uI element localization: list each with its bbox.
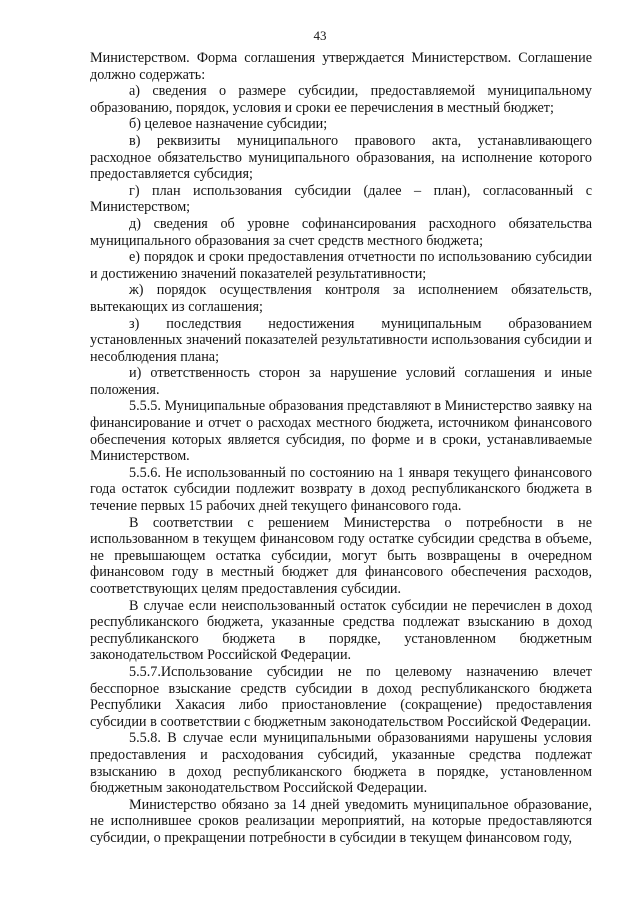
paragraph-ministry-decision: В соответствии с решением Министерства о потребности в не использованном в текущем финансовом году остатке субсидии средства в объеме, не превышающем остатка субсидии, могут быть возвращены в очередном финансовом году в местный бюджет для финансового обеспечения расходов, соответствующих целям предоставления субсидии. bbox=[90, 514, 592, 597]
paragraph-5-5-5: 5.5.5. Муниципальные образования представляют в Министерство заявку на финансирование и отчет о расходах местного бюджета, источником финансового обеспечения которых является субсидия, по форме и в сроки, устанавливаемые Министерством. bbox=[90, 398, 592, 465]
paragraph-item-d: д) сведения об уровне софинансирования расходного обязательства муниципального образования за счет средств местного бюджета; bbox=[90, 215, 592, 249]
paragraph-unused-balance: В случае если неиспользованный остаток субсидии не перечислен в доход республиканского бюджета, указанные средства подлежат взысканию в доход республиканского бюджета в порядке, установленном бюджетным законодательством Российской Федерации. bbox=[90, 597, 592, 664]
page-number: 43 bbox=[313, 28, 327, 43]
paragraph-item-b: б) целевое назначение субсидии; bbox=[129, 116, 328, 133]
paragraph-item-z: з) последствия недостижения муниципальным образованием установленных значений показателей результативности использования субсидии и несоблюдения плана; bbox=[90, 315, 592, 365]
paragraph-item-a: а) сведения о размере субсидии, предоставляемой муниципальному образованию, порядок, условия и сроки ее перечисления в местный бюджет; bbox=[90, 83, 592, 116]
paragraph-ministry-notice: Министерство обязано за 14 дней уведомить муниципальное образование, не исполнившее сроков реализации мероприятий, на которые предоставляются субсидии, о прекращении потребности в субсидии в текущем финансовом году, bbox=[90, 796, 592, 846]
paragraph-item-v: в) реквизиты муниципального правового акта, устанавливающего расходное обязательство муниципального образования, на исполнение которого предоставляется субсидия; bbox=[90, 132, 592, 183]
paragraph-5-5-6: 5.5.6. Не использованный по состоянию на 1 января текущего финансового года остаток субсидии подлежит возврату в доход республиканского бюджета в течение первых 15 рабочих дней текущего финансового года. bbox=[90, 464, 592, 515]
paragraph-5-5-7: 5.5.7.Использование субсидии не по целевому назначению влечет бесспорное взыскание средств субсидии в доход республиканского бюджета Республики Хакасия либо приостановление (сокращение) предоставления субсидии в соответствии с бюджетным законодательством Российской Федерации. bbox=[90, 663, 592, 730]
paragraph-5-5-8: 5.5.8. В случае если муниципальными образованиями нарушены условия предоставления и расходования субсидий, указанные средства подлежат взысканию в доход республиканского бюджета в порядке, установленном бюджетным законодательством Российской Федерации. bbox=[90, 730, 592, 797]
paragraph-item-zh: ж) порядок осуществления контроля за исполнением обязательств, вытекающих из соглашения; bbox=[90, 282, 592, 315]
paragraph-item-e: е) порядок и сроки предоставления отчетности по использованию субсидии и достижению значений показателей результативности; bbox=[90, 249, 592, 282]
paragraph-intro: Министерством. Форма соглашения утверждается Министерством. Соглашение должно содержать: bbox=[90, 50, 592, 83]
document-body bbox=[90, 50, 592, 847]
paragraph-item-i: и) ответственность сторон за нарушение условий соглашения и иные положения. bbox=[90, 365, 592, 398]
paragraph-item-g: г) план использования субсидии (далее – план), согласованный с Министерством; bbox=[90, 182, 592, 216]
